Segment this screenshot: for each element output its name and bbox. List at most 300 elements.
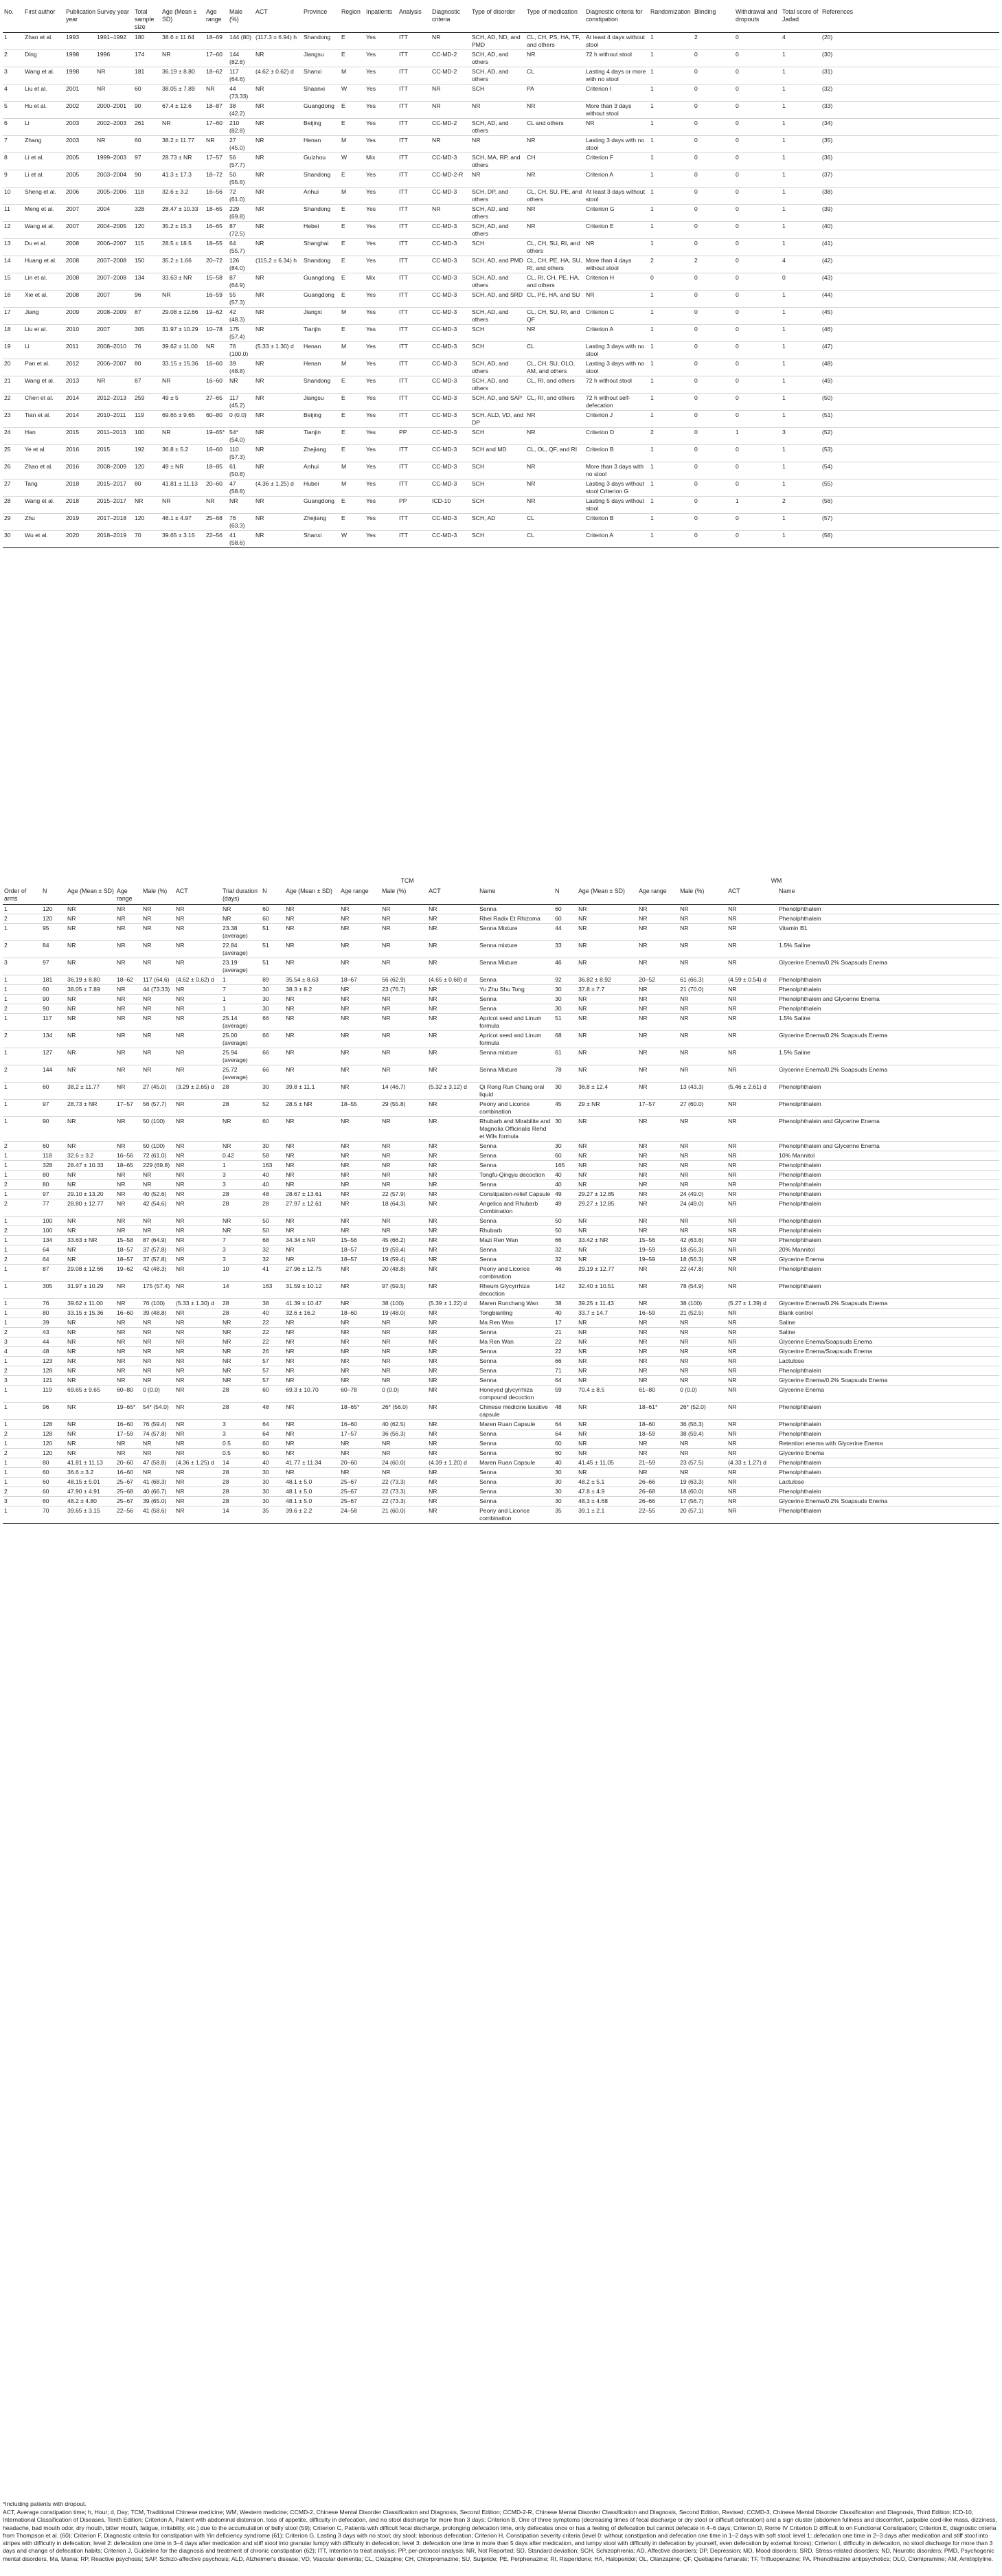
t2-col-duration: Trial duration (days): [221, 886, 261, 905]
table-cell: 18 (64.3): [380, 1199, 427, 1217]
table-cell: E: [340, 50, 365, 67]
table-cell: 1.5% Saline: [777, 1014, 999, 1031]
table-cell: NR: [727, 1048, 777, 1065]
table-cell: NR: [637, 1468, 679, 1478]
table-cell: 1: [649, 359, 693, 376]
table-cell: 0: [734, 514, 781, 531]
table-cell: 1: [781, 291, 821, 308]
table-cell: Phenolphthalein: [777, 1366, 999, 1376]
table-cell: 60: [41, 1083, 66, 1100]
table-cell: Yes: [365, 342, 398, 359]
study-row: [3, 428, 999, 445]
table-cell: NR: [637, 1328, 679, 1337]
table-cell: E: [340, 291, 365, 308]
table-cell: NR: [284, 1226, 339, 1236]
table-cell: 48.2 ± 5.1: [577, 1478, 637, 1487]
table-cell: 0: [693, 308, 734, 325]
table-cell: (38): [821, 188, 999, 205]
table-cell: 2000–2001: [95, 102, 133, 119]
table-cell: NR: [339, 1014, 380, 1031]
table-cell: NR: [427, 1065, 478, 1083]
table-cell: Yes: [365, 239, 398, 256]
table-cell: 23: [3, 411, 23, 428]
table-cell: 38.6 ± 11.64: [161, 33, 205, 50]
table-cell: 90: [41, 995, 66, 1004]
table-cell: 2007–2008: [95, 273, 133, 291]
table-cell: Peony and Licorice combination: [478, 1265, 554, 1282]
tcm-group-label: TCM: [400, 877, 414, 884]
arm-row: [3, 1190, 999, 1199]
table-cell: NR: [431, 102, 470, 119]
table-cell: 26: [3, 462, 23, 479]
table-cell: 1: [781, 222, 821, 239]
table-cell: NR: [427, 1161, 478, 1171]
table-cell: Criterion I: [584, 84, 649, 102]
table-cell: 50: [261, 1217, 284, 1226]
table-cell: 2005: [65, 153, 95, 170]
table-cell: NR: [727, 1328, 777, 1337]
table-cell: 32.6 ± 16.2: [284, 1309, 339, 1318]
table-cell: NR: [727, 1439, 777, 1449]
table-cell: NR: [115, 1190, 141, 1199]
table-cell: NR: [577, 1255, 637, 1265]
table-cell: Angelica and Rhubarb Combination: [478, 1199, 554, 1217]
t1-col-randomization: Randomization: [649, 3, 693, 33]
table-cell: 60: [41, 1478, 66, 1487]
table-cell: NR: [284, 1449, 339, 1458]
table-cell: NR: [380, 905, 427, 914]
table-cell: NR: [427, 1255, 478, 1265]
table-cell: Phenolphthalein: [777, 1226, 999, 1236]
table-cell: NR: [727, 1065, 777, 1083]
table-cell: NR: [161, 119, 205, 136]
t1-col-medication: Type of medication: [525, 3, 584, 33]
table-cell: Henan: [302, 359, 340, 376]
table-cell: NR: [115, 914, 141, 924]
table-cell: 0: [734, 205, 781, 222]
table-cell: 64: [554, 1376, 577, 1386]
table-cell: 144: [41, 1065, 66, 1083]
table-cell: 28: [221, 1309, 261, 1318]
table-cell: Maren Runchang Wan: [478, 1299, 554, 1309]
table-cell: 38.05 ± 7.89: [66, 985, 115, 995]
table-cell: 1996: [95, 50, 133, 67]
table-cell: NR: [427, 1048, 478, 1065]
t2-col-age: Age (Mean ± SD): [66, 886, 115, 905]
table-cell: NR: [427, 905, 478, 914]
table-cell: 66: [261, 1031, 284, 1048]
t1-col-samplesize: Total sample size: [133, 3, 161, 33]
table-cell: NR: [174, 1357, 221, 1366]
table-cell: 0: [693, 205, 734, 222]
table-cell: CL, CH, SU, PE, and others: [525, 188, 584, 205]
table-cell: NR: [141, 1226, 174, 1236]
table-cell: 1: [649, 239, 693, 256]
table-cell: 1: [649, 394, 693, 411]
table-cell: NR: [284, 1014, 339, 1031]
table-cell: NR: [679, 914, 727, 924]
table-cell: Phenolphthalein: [777, 975, 999, 985]
table-cell: 33.42 ± NR: [577, 1236, 637, 1245]
table-cell: NR: [115, 1299, 141, 1309]
table-cell: 64: [41, 1245, 66, 1255]
table-cell: NR: [141, 1468, 174, 1478]
arm-row: [3, 1282, 999, 1299]
table-cell: 38.05 ± 7.89: [161, 84, 205, 102]
arm-row: [3, 1328, 999, 1337]
table-cell: NR: [254, 445, 302, 462]
table-cell: 30: [554, 1117, 577, 1142]
table-cell: ITT: [398, 445, 431, 462]
table-cell: 18–67: [339, 975, 380, 985]
table-cell: NR: [115, 985, 141, 995]
table-cell: NR: [427, 1430, 478, 1439]
table-cell: NR: [115, 1199, 141, 1217]
t2-col-tcm-agerange: Age range: [339, 886, 380, 905]
table-cell: Phenolphthalein and Glycerine Enema: [777, 995, 999, 1004]
table-cell: 1: [3, 1265, 41, 1282]
table-cell: NR: [221, 1337, 261, 1347]
table-cell: NR: [221, 1366, 261, 1376]
table-cell: NR: [577, 1449, 637, 1458]
table-cell: W: [340, 153, 365, 170]
table-cell: NR: [141, 1171, 174, 1180]
table-cell: NR: [221, 1347, 261, 1357]
table-cell: 42 (48.3): [228, 308, 254, 325]
table-cell: Glycerine Enema: [777, 1255, 999, 1265]
table-cell: 2002–2003: [95, 119, 133, 136]
table-cell: NR: [205, 136, 228, 153]
table-cell: 42 (54.6): [141, 1199, 174, 1217]
table-cell: 36.8 ± 12.4: [577, 1083, 637, 1100]
table-cell: 27 (45.0): [141, 1083, 174, 1100]
table-cell: 0: [693, 273, 734, 291]
table-cell: 2001: [65, 84, 95, 102]
table-cell: Li et al.: [23, 153, 65, 170]
table-cell: 2006: [65, 188, 95, 205]
table-cell: Mazi Ren Wan: [478, 1236, 554, 1245]
table-cell: 70: [133, 531, 161, 548]
table-cell: NR: [577, 905, 637, 914]
table-cell: 2: [3, 1199, 41, 1217]
table-cell: 39 (48.8): [141, 1309, 174, 1318]
table-cell: NR: [115, 1117, 141, 1142]
table-cell: 72 (61.0): [141, 1151, 174, 1161]
table-cell: 38: [261, 1299, 284, 1309]
table-cell: NR: [339, 924, 380, 941]
table-cell: Yes: [365, 291, 398, 308]
table-cell: Yes: [365, 411, 398, 428]
table-cell: NR: [637, 1014, 679, 1031]
table-cell: NR: [525, 411, 584, 428]
table-cell: NR: [339, 941, 380, 958]
table-cell: NR: [66, 1337, 115, 1347]
table-cell: 120: [41, 905, 66, 914]
table-cell: 126 (84.0): [228, 256, 254, 273]
table-cell: NR: [115, 1439, 141, 1449]
table-cell: NR: [427, 985, 478, 995]
table-cell: Yes: [365, 33, 398, 50]
table-cell: NR: [115, 1014, 141, 1031]
table-cell: 1: [3, 1048, 41, 1065]
table-cell: 2: [693, 33, 734, 50]
table-cell: 78: [554, 1065, 577, 1083]
table-cell: 2016: [65, 445, 95, 462]
table-cell: NR: [637, 1117, 679, 1142]
table-cell: NR: [427, 1217, 478, 1226]
study-row: [3, 119, 999, 136]
table-cell: 36.19 ± 8.80: [161, 67, 205, 84]
table-cell: 18–59: [637, 1430, 679, 1439]
table-cell: 61 (50.8): [228, 462, 254, 479]
table-cell: 1: [781, 479, 821, 497]
table-cell: 2: [3, 1487, 41, 1497]
table-cell: 0.5: [221, 1439, 261, 1449]
table-cell: NR: [254, 291, 302, 308]
table-cell: NR: [427, 1190, 478, 1199]
table-cell: NR: [141, 1031, 174, 1048]
table-cell: Chen et al.: [23, 394, 65, 411]
table-cell: 48: [261, 1190, 284, 1199]
table-cell: 40: [261, 1458, 284, 1468]
table-cell: 48.2 ± 4.80: [66, 1497, 115, 1506]
table-cell: 20: [3, 359, 23, 376]
table-cell: SCH, ALD, VD, and DP: [470, 411, 525, 428]
table-cell: 2007–2008: [95, 256, 133, 273]
table-cell: 19 (59.4): [380, 1255, 427, 1265]
table-cell: 142: [554, 1282, 577, 1299]
table-cell: NR: [380, 1357, 427, 1366]
table-cell: 20 (57.1): [679, 1506, 727, 1524]
table-cell: NR: [427, 1014, 478, 1031]
table-cell: Tian et al.: [23, 411, 65, 428]
table-cell: NR: [427, 1487, 478, 1497]
table-cell: 2: [3, 1449, 41, 1458]
table-cell: NR: [727, 1506, 777, 1524]
table-cell: Rheum Glycyrrhiza decoction: [478, 1282, 554, 1299]
table-cell: Senna Mixture: [478, 958, 554, 975]
table-cell: NR: [577, 1151, 637, 1161]
table-cell: 28: [221, 1299, 261, 1309]
table-cell: 50 (100): [141, 1117, 174, 1142]
table-cell: 7: [221, 985, 261, 995]
table-cell: NR: [727, 1347, 777, 1357]
table-cell: 49: [554, 1199, 577, 1217]
table-cell: 18–65: [115, 1161, 141, 1171]
table-cell: NR: [284, 1318, 339, 1328]
table-cell: NR: [727, 1142, 777, 1151]
table-cell: 77: [41, 1199, 66, 1217]
table-cell: NR: [470, 170, 525, 188]
table-cell: NR: [141, 1366, 174, 1376]
table-cell: (5.32 ± 3.12) d: [427, 1083, 478, 1100]
table-cell: NR: [727, 1199, 777, 1217]
table-cell: 68: [261, 1236, 284, 1245]
table-cell: NR: [141, 1347, 174, 1357]
table-cell: NR: [174, 958, 221, 975]
table-cell: 29.27 ± 12.85: [577, 1199, 637, 1217]
table-cell: 39: [41, 1318, 66, 1328]
table-cell: 17–60: [205, 50, 228, 67]
table-cell: 26* (56.0): [380, 1403, 427, 1420]
table-cell: 0: [734, 33, 781, 50]
table-cell: 38 (100): [380, 1299, 427, 1309]
table-cell: Glycerine Enema: [777, 1386, 999, 1403]
table-cell: NR: [637, 1337, 679, 1347]
table-cell: NR: [284, 1151, 339, 1161]
table-cell: NR: [427, 1004, 478, 1014]
table-cell: 51: [554, 1014, 577, 1031]
table-cell: 28.5 ± NR: [284, 1100, 339, 1117]
table-cell: 3: [3, 1337, 41, 1347]
table-cell: 38 (59.4): [679, 1430, 727, 1439]
table-cell: Phenolphthalein: [777, 1282, 999, 1299]
table-cell: NR: [577, 1328, 637, 1337]
table-cell: E: [340, 376, 365, 394]
table-cell: NR: [254, 222, 302, 239]
table-cell: 40 (66.7): [141, 1487, 174, 1497]
table-cell: 18–72: [205, 170, 228, 188]
table-cell: 14: [221, 1506, 261, 1524]
table-cell: 1: [3, 1403, 41, 1420]
table-cell: NR: [66, 1255, 115, 1265]
table-cell: SCH: [470, 325, 525, 342]
table-cell: NR: [115, 1048, 141, 1065]
table-cell: 1: [3, 1282, 41, 1299]
table-cell: NR: [679, 1161, 727, 1171]
table-cell: 49 ± NR: [161, 462, 205, 479]
table-cell: Peony and Licorice combination: [478, 1100, 554, 1117]
table-cell: CC-MD-3: [431, 445, 470, 462]
t1-col-region: Region: [340, 3, 365, 33]
table-cell: NR: [679, 1226, 727, 1236]
table-cell: 16–60: [115, 1309, 141, 1318]
table-cell: NR: [66, 1142, 115, 1151]
study-row: [3, 342, 999, 359]
table-cell: NR: [141, 995, 174, 1004]
table-cell: 22–56: [115, 1506, 141, 1524]
table-cell: NR: [174, 1430, 221, 1439]
table-cell: 30: [261, 1142, 284, 1151]
table-cell: NR: [174, 1236, 221, 1245]
table-cell: NR: [679, 1357, 727, 1366]
table-cell: ITT: [398, 376, 431, 394]
table-cell: (4.62 ± 0.62) d: [174, 975, 221, 985]
table-cell: SCH and MD: [470, 445, 525, 462]
table-cell: NR: [577, 995, 637, 1004]
table-cell: 25–67: [115, 1497, 141, 1506]
table-cell: Senna: [478, 1468, 554, 1478]
table-cell: NR: [427, 1117, 478, 1142]
table-cell: 27 (60.0): [679, 1100, 727, 1117]
table-cell: 76 (59.4): [141, 1420, 174, 1430]
table-cell: NR: [141, 1328, 174, 1337]
table-cell: 36 (56.3): [679, 1420, 727, 1430]
table-cell: Li: [23, 342, 65, 359]
table-cell: NR: [66, 941, 115, 958]
table-cell: NR: [339, 1031, 380, 1048]
table-cell: 2004: [95, 205, 133, 222]
table-cell: ITT: [398, 359, 431, 376]
table-cell: 32: [554, 1255, 577, 1265]
table-cell: 2006–2007: [95, 359, 133, 376]
table-cell: 1: [781, 462, 821, 479]
table-cell: 47.90 ± 4.91: [66, 1487, 115, 1497]
table-cell: NR: [380, 995, 427, 1004]
table-cell: NR: [254, 119, 302, 136]
table-cell: NR: [584, 239, 649, 256]
table-cell: NR: [637, 941, 679, 958]
footnote-abbreviations: ACT, Average constipation time; h, Hour; d, Day; TCM, Traditional Chinese medicine; WM, Western medicine; CCMD-2, Chinese Mental Disorder Classification and Diagnosis, Second Edition; CCMD-2-R, Chinese Mental Disorder Classification and Diagnosis, Second Edition, Revised; CCMD-3, Chinese Mental Disorder Classification and Diagnosis, Third Edition; ICD-10, International Classification of Diseases, Tenth Edition; Criterion A, Patient with abdominal distension, loss of appetite, difficulty in defecation, and no stool discharge for more than 3 days; Criterion B, One of three symptoms (decreasing times of fecal discharge or dry stool or difficult defecation) and a sign cluster (abdomen fullness and discomfort, palpable cord-like mass, dizziness, headache, bad mouth odor, dry mouth, bitter mouth, fatigue, irritability, etc.) due to the accumulation of belly stool (59); Criterion C, Patients with difficult fecal discharge, prolonging defecation time, only defecates once or has a feeling of defecation but cannot defecate in 4–6 days; Criterion D, Rome IV Criterion D difficult to on Functional Constipation; Criterion E, diagnostic criteria from Thompson et al. (60); Criterion F, Diagnostic criteria for constipation with Yin deficiency syndrome (61); Criterion G, Lasting 3 days with no stool; dry stool; laborious defecation; Criterion H, Constipation severity criteria (level 0: without constipation and defecation one time in 1–2 days with soft stool; level 1: defecation one time in 2–3 days after medication and stiff stool into stripes with difficulty in defecation; level 2: defecation one time in 3–4 days after medication and stiff stool into granular lumpy with difficulty in defecation; level 3: defecation one time in more than 5 days after medication, and lumpy stool with difficulty in defecation by yourself, even defecation by external forces); Criterion I, difficulty in defecation, no stool discharge for more than 3 days and change of defecation habits; Criterion J, Guideline for the diagnosis and treatment of chronic constipation (62); ITT, Intention to treat analysis; PP, per-protocol analysis; NR, Not Reported; SD, Standard deviation; SCH, Schizophrenia; AD, Affective disorders; DP, Depression; MD, Mood disorders; SRD, Stress-related disorders; ND, Neurotic disorders; PMD, Psychogenic mental disorders, Ma, Mania; RP, Reactive psychosis; SAP, Schizo-affective psychosis; ALD, Alzheimer's disease; VD, Vascular dementia; CL, Clozapine; CH, Chlorpromazine; SU, Sulpiride; PE, Perphenazine; RI, Risperidone; HA, Haloperidol; OL, Olanzapine; QF, Quetiapine fumarate; TF, Trifluoperazine; PA, Phenothiazine antipsychotics; OLO, Clomipramine; AM, Amitriptyline.: [3, 2509, 997, 2562]
table-cell: SCH: [470, 428, 525, 445]
table-cell: 2008: [65, 256, 95, 273]
table-cell: 22: [554, 1347, 577, 1357]
table-cell: NR: [637, 905, 679, 914]
table-cell: ITT: [398, 222, 431, 239]
table-cell: 0: [693, 153, 734, 170]
table-cell: NR: [254, 514, 302, 531]
t2-col-tcm-act: ACT: [427, 886, 478, 905]
table-cell: NR: [254, 376, 302, 394]
table-cell: 1: [781, 411, 821, 428]
table-cell: NR: [427, 958, 478, 975]
table-cell: NR: [637, 1226, 679, 1236]
table-cell: 1: [649, 50, 693, 67]
table-cell: NR: [577, 1403, 637, 1420]
table-cell: Beijing: [302, 119, 340, 136]
table-cell: NR: [174, 1142, 221, 1151]
table-cell: NR: [174, 1190, 221, 1199]
arm-row: [3, 958, 999, 975]
table-cell: NR: [339, 1117, 380, 1142]
table-cell: 40: [554, 1309, 577, 1318]
table-cell: 0: [693, 170, 734, 188]
t1-col-age: Age (Mean ± SD): [161, 3, 205, 33]
table-cell: NR: [470, 136, 525, 153]
table-cell: Peony and Licorice combination: [478, 1506, 554, 1524]
table-cell: NR: [577, 1014, 637, 1031]
study-row: [3, 445, 999, 462]
table-cell: 1: [781, 531, 821, 548]
table-cell: NR: [141, 1065, 174, 1083]
table-cell: NR: [174, 1255, 221, 1265]
table-cell: NR: [254, 273, 302, 291]
table-cell: CL: [525, 531, 584, 548]
table-cell: 31.97 ± 10.29: [66, 1282, 115, 1299]
table-cell: 61: [554, 1048, 577, 1065]
table-cell: 60: [261, 1439, 284, 1449]
table-cell: NR: [66, 1117, 115, 1142]
table-cell: 1: [781, 205, 821, 222]
study-row: [3, 50, 999, 67]
table-cell: 48: [261, 1403, 284, 1420]
table-cell: 0: [693, 84, 734, 102]
table-cell: NR: [115, 1217, 141, 1226]
table-cell: 1998: [65, 50, 95, 67]
table-cell: 64: [41, 1255, 66, 1265]
table-cell: 30: [554, 1487, 577, 1497]
table-cell: 19–59: [637, 1255, 679, 1265]
table-cell: 25–68: [205, 514, 228, 531]
table-cell: 35: [554, 1506, 577, 1524]
table-cell: NR: [727, 941, 777, 958]
table-cell: NR: [115, 1031, 141, 1048]
table-cell: 23 (57.5): [679, 1458, 727, 1468]
table-cell: 1: [3, 1236, 41, 1245]
table-cell: Lasting 3 days with no stool: [584, 136, 649, 153]
table-cell: NR: [679, 924, 727, 941]
table-cell: E: [340, 325, 365, 342]
